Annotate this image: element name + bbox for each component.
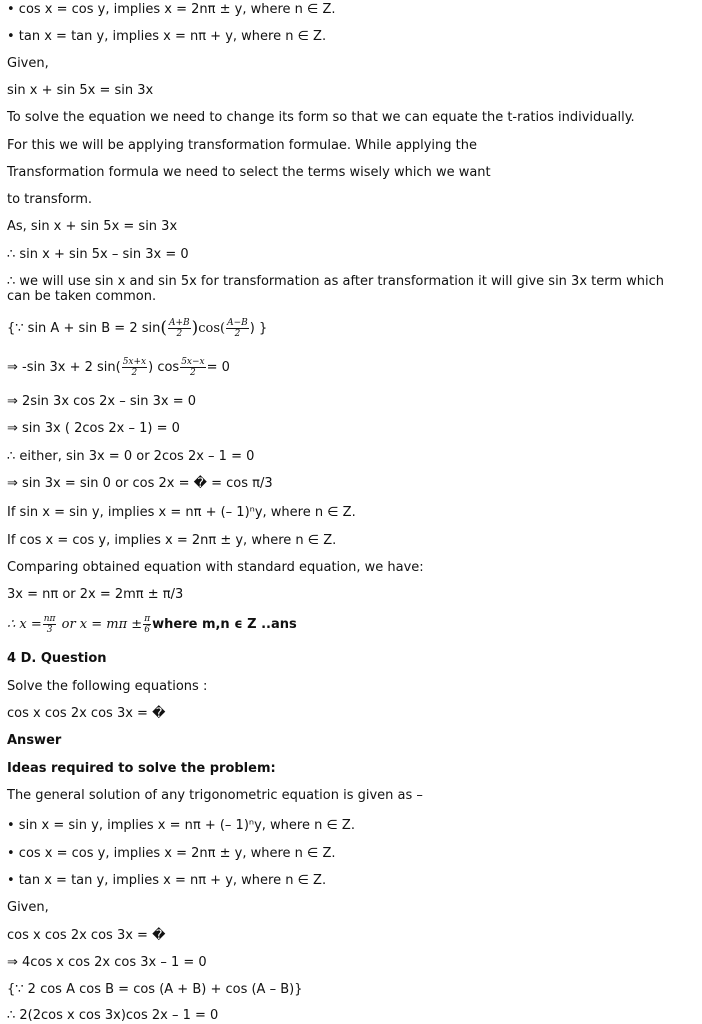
text-line: {∵ 2 cos A cos B = cos (A + B) + cos (A – B)} bbox=[7, 982, 303, 997]
text-line: Comparing obtained equation with standard equation, we have: bbox=[7, 560, 424, 575]
formula-text: ⇒ -sin 3x + 2 sin( bbox=[7, 360, 121, 375]
formula-text: or x = mπ ± bbox=[61, 617, 143, 632]
formula-text: ) cos bbox=[148, 360, 180, 375]
text-line: sin x + sin 5x = sin 3x bbox=[7, 83, 154, 98]
text-line: As, sin x + sin 5x = sin 3x bbox=[7, 219, 178, 234]
fraction bbox=[168, 318, 191, 339]
text-line: • tan x = tan y, implies x = nπ + y, where n ∈ Z. bbox=[7, 873, 327, 888]
fraction bbox=[43, 614, 57, 635]
paren-close: ) bbox=[191, 318, 199, 338]
text-line: cos x cos 2x cos 3x = � bbox=[7, 928, 166, 943]
text-line: If cos x = cos y, implies x = 2nπ ± y, where n ∈ Z. bbox=[7, 533, 337, 548]
question-heading: 4 D. Question bbox=[7, 651, 107, 666]
ideas-heading: Ideas required to solve the problem: bbox=[7, 761, 276, 776]
fraction bbox=[226, 318, 249, 339]
text-line: ⇒ 2sin 3x cos 2x – sin 3x = 0 bbox=[7, 394, 197, 409]
fraction-numerator: 5x−x bbox=[181, 357, 205, 367]
fraction-denominator: 2 bbox=[131, 368, 138, 378]
formula-text: cos( bbox=[198, 321, 226, 336]
fraction-denominator: 3 bbox=[46, 625, 53, 635]
fraction bbox=[180, 357, 205, 378]
text-line: 3x = nπ or 2x = 2mπ ± π/3 bbox=[7, 587, 184, 602]
text-line: ⇒ 4cos x cos 2x cos 3x – 1 = 0 bbox=[7, 955, 207, 970]
text-line: For this we will be applying transformation formulae. While applying the bbox=[7, 138, 477, 153]
text-line: • cos x = cos y, implies x = 2nπ ± y, where n ∈ Z. bbox=[7, 846, 336, 861]
text-line: To solve the equation we need to change its form so that we can equate the t-ratios individually. bbox=[7, 110, 635, 125]
fraction-numerator: A+B bbox=[168, 318, 190, 328]
fraction-numerator: A−B bbox=[227, 318, 248, 328]
fraction-denominator: 6 bbox=[144, 625, 151, 635]
answer-heading: Answer bbox=[7, 733, 62, 748]
fraction-denominator: 2 bbox=[234, 329, 241, 339]
text-line: • tan x = tan y, implies x = nπ + y, where n ∈ Z. bbox=[7, 29, 327, 44]
formula-text: = 0 bbox=[206, 360, 230, 375]
text-line: ∴ sin x + sin 5x – sin 3x = 0 bbox=[7, 247, 189, 262]
fraction bbox=[143, 614, 151, 635]
fraction-numerator: 5x+x bbox=[122, 357, 147, 367]
formula-line bbox=[7, 357, 230, 378]
text-line: • sin x = sin y, implies x = nπ + (– 1)ⁿy, where n ∈ Z. bbox=[7, 818, 355, 833]
fraction-denominator: 2 bbox=[176, 329, 183, 339]
formula-line bbox=[7, 318, 267, 339]
fraction-numerator: π bbox=[144, 614, 151, 624]
formula-text: ∴ x = bbox=[7, 617, 42, 632]
text-line: • cos x = cos y, implies x = 2nπ ± y, where n ∈ Z. bbox=[7, 2, 336, 17]
text-line: ⇒ sin 3x ( 2cos 2x – 1) = 0 bbox=[7, 421, 180, 436]
text-line: to transform. bbox=[7, 192, 93, 207]
text-line: Given, bbox=[7, 56, 49, 71]
text-line: ⇒ sin 3x = sin 0 or cos 2x = � = cos π/3 bbox=[7, 476, 273, 491]
fraction bbox=[122, 357, 147, 378]
text-line: The general solution of any trigonometric equation is given as – bbox=[7, 788, 423, 803]
formula-text: {∵ sin A + sin B = 2 sin bbox=[7, 321, 161, 336]
text-line: cos x cos 2x cos 3x = � bbox=[7, 706, 166, 721]
text-line: Given, bbox=[7, 900, 49, 915]
text-line: ∴ either, sin 3x = 0 or 2cos 2x – 1 = 0 bbox=[7, 449, 255, 464]
formula-text: ) } bbox=[249, 321, 268, 336]
formula-text: where m,n ϵ Z ..ans bbox=[152, 617, 297, 632]
fraction-denominator: 2 bbox=[190, 368, 196, 378]
text-paragraph: ∴ we will use sin x and sin 5x for transformation as after transformation it will give sin 3x term which can be taken common. bbox=[7, 274, 665, 304]
answer-formula-line bbox=[7, 614, 297, 635]
fraction-numerator: nπ bbox=[43, 614, 56, 624]
text-line: If sin x = sin y, implies x = nπ + (– 1)ⁿy, where n ∈ Z. bbox=[7, 505, 356, 520]
text-line: Transformation formula we need to select the terms wisely which we want bbox=[7, 165, 491, 180]
text-line: Solve the following equations : bbox=[7, 679, 208, 694]
paren-open: ( bbox=[160, 318, 167, 338]
text-line: ∴ 2(2cos x cos 3x)cos 2x – 1 = 0 bbox=[7, 1008, 219, 1023]
